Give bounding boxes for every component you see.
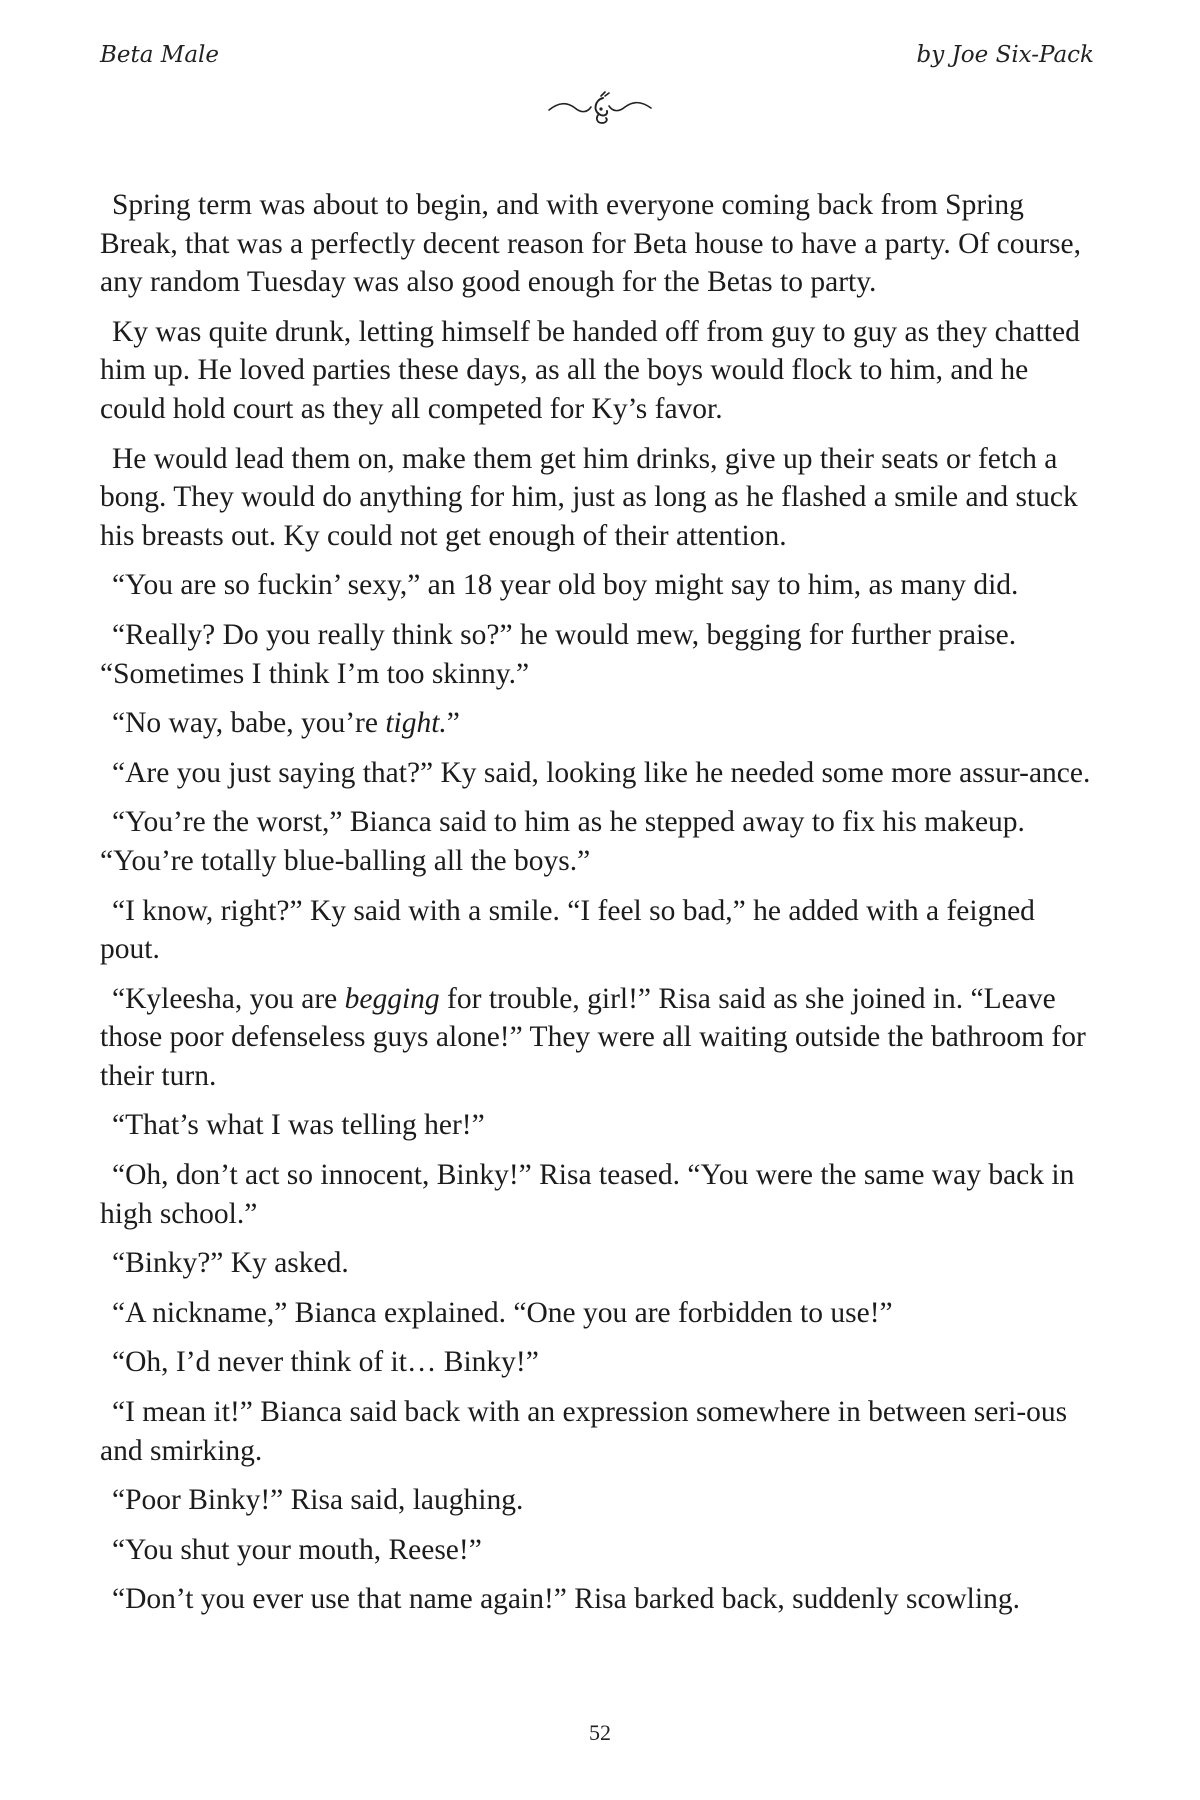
text-run: “Really? Do you really think so?” he would mew, begging for further praise. “Sometimes I think I’m too skinny.” bbox=[100, 618, 1017, 690]
paragraph bbox=[100, 1531, 1096, 1570]
paragraph bbox=[100, 616, 1096, 693]
paragraph bbox=[100, 704, 1096, 743]
text-run: “Oh, I’d never think of it… Binky!” bbox=[112, 1346, 539, 1379]
text-run: “You’re the worst,” Bianca said to him as he stepped away to fix his makeup. “You’re totally blue-balling all the boys.” bbox=[100, 806, 1025, 877]
text-run: Spring term was about to begin, and with everyone coming back from Spring Break, that was a perfectly decent reason for Beta house to have a party. Of course, any random Tuesday was also good enough for the Betas to party. bbox=[100, 189, 1082, 299]
paragraph bbox=[100, 754, 1096, 793]
paragraph bbox=[100, 186, 1096, 302]
page-number: 52 bbox=[589, 1720, 611, 1745]
paragraph bbox=[100, 980, 1096, 1096]
text-run: “I mean it!” Bianca said back with an expression somewhere in between seri-ous and smirking. bbox=[100, 1396, 1068, 1467]
italic-text: tight. bbox=[385, 707, 447, 740]
flourish-ornament-icon bbox=[0, 90, 1200, 130]
text-run: “Are you just saying that?” Ky said, looking like he needed some more assur-ance. bbox=[112, 756, 1091, 789]
text-run: “Poor Binky!” Risa said, laughing. bbox=[112, 1484, 524, 1517]
running-header bbox=[100, 42, 1094, 82]
text-run: for trouble, girl!” Risa said as she joined in. “Leave those poor defenseless guys alone!” They were all waiting outside the bathroom for their turn. bbox=[100, 982, 1086, 1092]
text-run: Ky was quite drunk, letting himself be handed off from guy to guy as they chatted him up. He loved parties these days, as all the boys would flock to him, and he could hold court as they all competed for Ky’s favor. bbox=[100, 315, 1080, 425]
paragraph bbox=[100, 1244, 1096, 1283]
text-run: He would lead them on, make them get him drinks, give up their seats or fetch a bong. They would do anything for him, just as long as he flashed a smile and stuck his breasts out. Ky could not get enough of their attention. bbox=[100, 442, 1078, 552]
paragraph bbox=[100, 566, 1096, 605]
paragraph bbox=[100, 803, 1096, 880]
text-run: “No way, babe, you’re bbox=[112, 707, 386, 740]
text-run: “I know, right?” Ky said with a smile. “I feel so bad,” he added with a feigned pout. bbox=[100, 894, 1035, 966]
paragraph bbox=[100, 440, 1096, 556]
paragraph bbox=[100, 1580, 1096, 1619]
book-title: Beta Male bbox=[100, 42, 220, 68]
text-run: “You shut your mouth, Reese!” bbox=[112, 1533, 482, 1566]
text-run: “A nickname,” Bianca explained. “One you are forbidden to use!” bbox=[112, 1296, 893, 1329]
text-run: “You are so fuckin’ sexy,” an 18 year old boy might say to him, as many did. bbox=[112, 569, 1019, 602]
text-run: “Don’t you ever use that name again!” Risa barked back, suddenly scowling. bbox=[112, 1583, 1020, 1616]
paragraph bbox=[100, 313, 1096, 429]
paragraph bbox=[100, 1106, 1096, 1145]
paragraph bbox=[100, 1294, 1096, 1333]
paragraph bbox=[100, 1481, 1096, 1520]
body-text bbox=[100, 186, 1096, 1630]
text-run: ” bbox=[446, 707, 460, 740]
paragraph bbox=[100, 892, 1096, 969]
book-author: by Joe Six-Pack bbox=[916, 42, 1094, 68]
text-run: “Oh, don’t act so innocent, Binky!” Risa teased. “You were the same way back in high school.” bbox=[100, 1159, 1075, 1230]
text-run: “That’s what I was telling her!” bbox=[112, 1109, 485, 1142]
text-run: “Kyleesha, you are bbox=[112, 982, 345, 1015]
paragraph bbox=[100, 1343, 1096, 1382]
paragraph bbox=[100, 1156, 1096, 1233]
italic-text: begging bbox=[344, 982, 440, 1015]
text-run: “Binky?” Ky asked. bbox=[112, 1247, 349, 1280]
paragraph bbox=[100, 1393, 1096, 1470]
